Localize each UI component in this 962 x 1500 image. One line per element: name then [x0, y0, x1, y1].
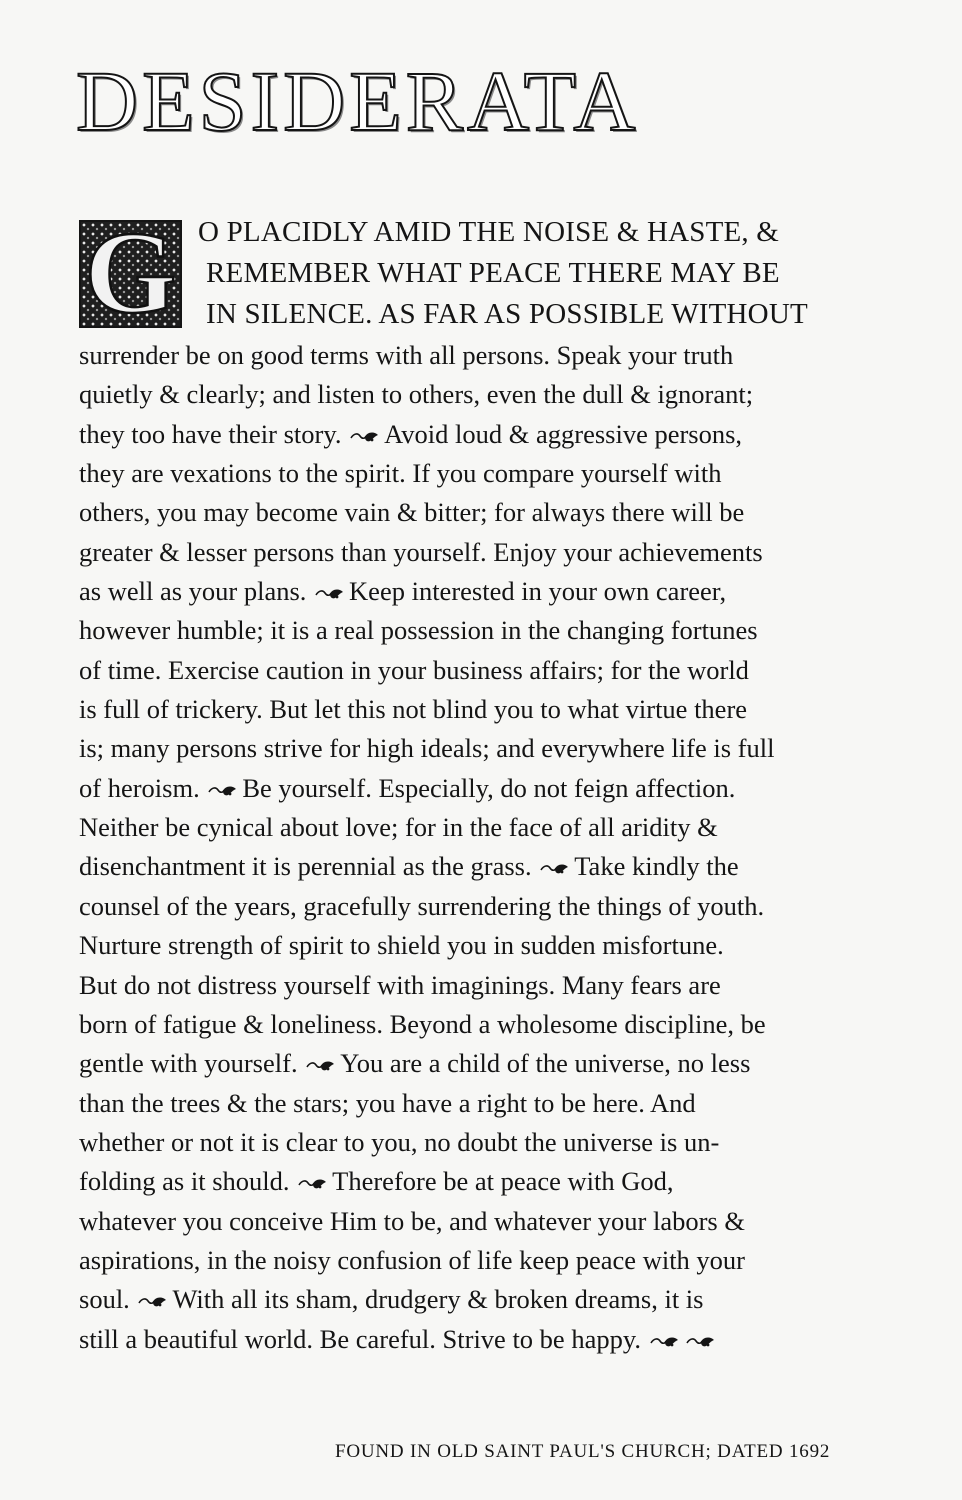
poem-line — [79, 533, 879, 572]
poem-line — [79, 769, 879, 808]
poem-text: others, you may become vain & bitter; for always there will be — [79, 497, 745, 528]
poem-line — [79, 493, 879, 532]
poem-text: But do not distress yourself with imaginings. Many fears are — [79, 969, 721, 1000]
poem-line — [79, 415, 879, 454]
poem-text: soul. — [79, 1284, 137, 1315]
poem-text: quietly & clearly; and listen to others, even the dull & ignorant; — [79, 379, 754, 410]
poem-text: they are vexations to the spirit. If you compare yourself with — [79, 458, 722, 489]
poem-line — [79, 1162, 879, 1201]
poem-text: Therefore be at peace with God, — [332, 1166, 674, 1197]
poem-line — [79, 1280, 879, 1319]
opening-line: IN SILENCE. AS FAR AS POSSIBLE WITHOUT — [206, 298, 808, 330]
page-title: DESIDERATA — [76, 53, 640, 149]
attribution-footer: FOUND IN OLD SAINT PAUL'S CHURCH; DATED 1692 — [335, 1441, 831, 1462]
poem-text: born of fatigue & loneliness. Beyond a wholesome discipline, be — [79, 1008, 766, 1039]
poem-text: however humble; it is a real possession in the changing fortunes — [79, 615, 758, 646]
opening-small-caps — [198, 212, 878, 335]
poem-line — [79, 926, 879, 965]
fleuron-icon — [686, 1335, 716, 1349]
poem-line — [79, 808, 879, 847]
poem-line — [79, 454, 879, 493]
poem-line — [79, 966, 879, 1005]
poem-text: Neither be cynical about love; for in the face of all aridity & — [79, 812, 718, 843]
fleuron-icon — [298, 1177, 328, 1191]
poem-text: With all its sham, drudgery & broken dreams, it is — [172, 1284, 704, 1315]
fleuron-icon — [540, 862, 570, 876]
fleuron-icon — [208, 784, 238, 798]
poem-text: You are a child of the universe, no less — [340, 1048, 751, 1079]
poem-line — [79, 1044, 879, 1083]
poem-line — [79, 1320, 879, 1359]
fleuron-icon — [350, 430, 380, 444]
poem-text: whatever you conceive Him to be, and whatever your labors & — [79, 1205, 745, 1236]
poem-text: still a beautiful world. Be careful. Strive to be happy. — [79, 1323, 648, 1354]
poem-text: of heroism. — [79, 772, 207, 803]
illuminated-drop-cap — [79, 220, 182, 328]
poem-line — [79, 572, 879, 611]
poem-text: folding as it should. — [79, 1166, 297, 1197]
poem-text: is full of trickery. But let this not blind you to what virtue there — [79, 694, 748, 725]
poem-text: Keep interested in your own career, — [349, 576, 727, 607]
poem-text: aspirations, in the noisy confusion of life keep peace with your — [79, 1244, 746, 1275]
poem-line — [79, 1005, 879, 1044]
poem-text: gentle with yourself. — [79, 1048, 305, 1079]
poem-text: is; many persons strive for high ideals; and everywhere life is full — [79, 733, 775, 764]
poem-line — [79, 1241, 879, 1280]
poem-text: whether or not it is clear to you, no doubt the universe is un- — [79, 1126, 720, 1157]
poem-line — [79, 729, 879, 768]
drop-cap-letter: G — [84, 220, 177, 328]
poem-text: Be yourself. Especially, do not feign affection. — [242, 772, 736, 803]
poem-text: disenchantment it is perennial as the grass. — [79, 851, 539, 882]
poem-line — [79, 1123, 879, 1162]
poem-line — [79, 887, 879, 926]
poem-body — [79, 336, 879, 1359]
poem-text: they too have their story. — [79, 418, 349, 449]
poem-text: greater & lesser persons than yourself. Enjoy your achievements — [79, 536, 763, 567]
poem-line — [79, 651, 879, 690]
poem-text: Nurture strength of spirit to shield you in sudden misfortune. — [79, 930, 724, 961]
poem-line — [79, 611, 879, 650]
fleuron-icon — [138, 1295, 168, 1309]
poem-line — [79, 690, 879, 729]
poem-line — [79, 375, 879, 414]
poem-text: counsel of the years, gracefully surrendering the things of youth. — [79, 890, 765, 921]
fleuron-icon — [306, 1059, 336, 1073]
opening-line: O PLACIDLY AMID THE NOISE & HASTE, & — [198, 216, 780, 248]
poem-line — [79, 336, 879, 375]
poem-text: surrender be on good terms with all persons. Speak your truth — [79, 340, 734, 370]
opening-line: REMEMBER WHAT PEACE THERE MAY BE — [206, 257, 780, 289]
fleuron-icon — [315, 587, 345, 601]
poem-text: Avoid loud & aggressive persons, — [384, 418, 743, 449]
poem-line — [79, 1202, 879, 1241]
poem-line — [79, 1084, 879, 1123]
poem-text: than the trees & the stars; you have a right to be here. And — [79, 1087, 696, 1118]
poem-text: Take kindly the — [574, 851, 739, 882]
poem-line — [79, 847, 879, 886]
poem-text: of time. Exercise caution in your business affairs; for the world — [79, 654, 749, 685]
poem-text: as well as your plans. — [79, 576, 314, 607]
fleuron-icon — [650, 1335, 680, 1349]
